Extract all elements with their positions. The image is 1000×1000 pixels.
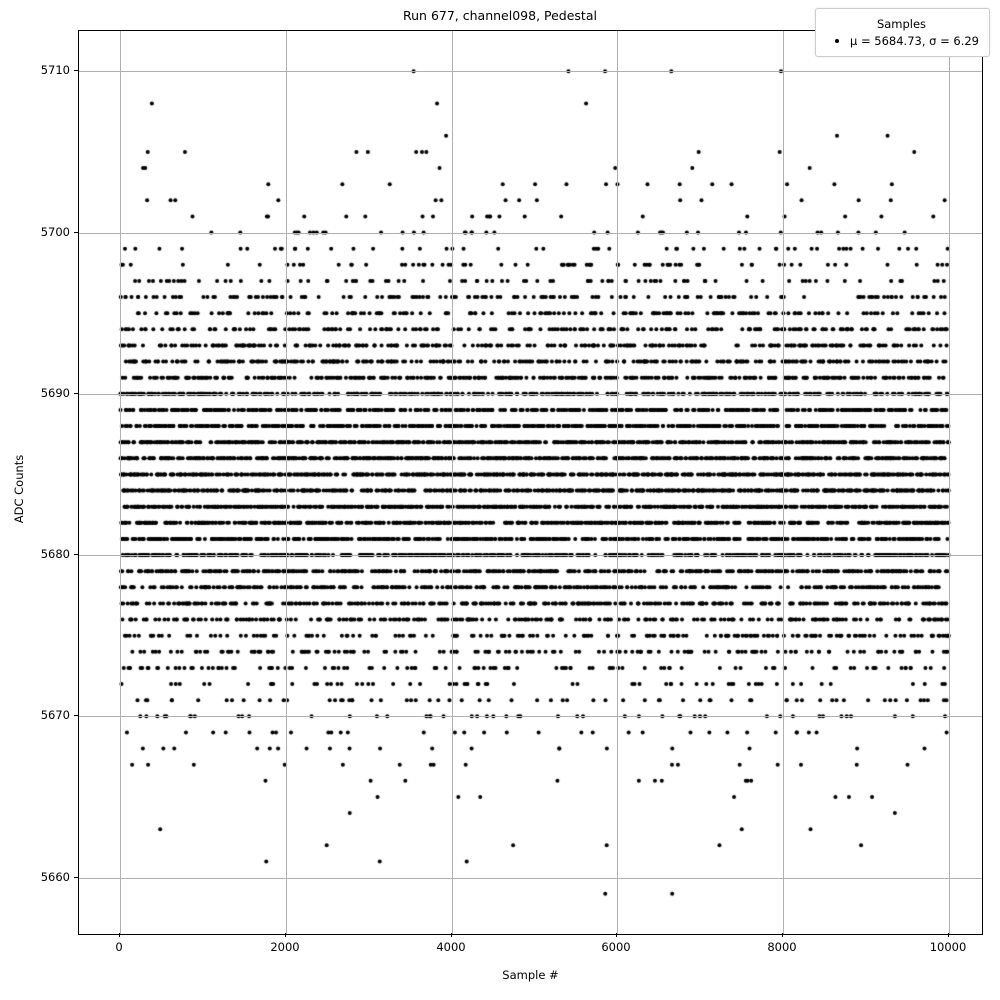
x-axis-label: Sample #	[502, 968, 559, 982]
gridline-vertical	[949, 31, 950, 934]
x-tick	[782, 933, 783, 937]
y-tick-label: 5700	[40, 225, 70, 239]
x-tick-label: 0	[115, 940, 123, 954]
gridline-vertical	[617, 31, 618, 934]
y-tick	[74, 715, 78, 716]
y-axis-label: ADC Counts	[12, 454, 26, 524]
legend	[815, 8, 990, 57]
y-tick-label: 5680	[40, 547, 70, 561]
gridline-vertical	[452, 31, 453, 934]
gridline-vertical	[120, 31, 121, 934]
x-tick	[451, 933, 452, 937]
x-tick	[616, 933, 617, 937]
x-tick-label: 10000	[929, 940, 967, 954]
y-tick	[74, 393, 78, 394]
y-tick-label: 5690	[40, 386, 70, 400]
y-tick	[74, 70, 78, 71]
y-tick	[74, 232, 78, 233]
gridline-horizontal	[79, 233, 982, 234]
gridline-horizontal	[79, 71, 982, 72]
x-tick	[948, 933, 949, 937]
y-tick-label: 5670	[40, 708, 70, 722]
y-tick-label: 5710	[40, 63, 70, 77]
plot-area	[78, 30, 983, 935]
scatter-plot-canvas	[79, 31, 982, 934]
gridline-vertical	[783, 31, 784, 934]
legend-entry	[824, 32, 979, 49]
x-tick-label: 4000	[436, 940, 466, 954]
legend-marker-dot-icon	[824, 39, 850, 43]
legend-title: Samples	[876, 16, 927, 31]
x-tick	[119, 933, 120, 937]
gridline-vertical	[286, 31, 287, 934]
x-tick-label: 8000	[767, 940, 797, 954]
gridline-horizontal	[79, 555, 982, 556]
x-tick	[285, 933, 286, 937]
y-tick-label: 5660	[40, 870, 70, 884]
y-tick	[74, 877, 78, 878]
y-tick	[74, 554, 78, 555]
gridline-horizontal	[79, 878, 982, 879]
chart-title: Run 677, channel098, Pedestal	[403, 8, 597, 23]
x-tick-label: 6000	[601, 940, 631, 954]
gridline-horizontal	[79, 394, 982, 395]
legend-entry-label: μ = 5684.73, σ = 6.29	[850, 33, 979, 48]
gridline-horizontal	[79, 716, 982, 717]
x-tick-label: 2000	[270, 940, 300, 954]
